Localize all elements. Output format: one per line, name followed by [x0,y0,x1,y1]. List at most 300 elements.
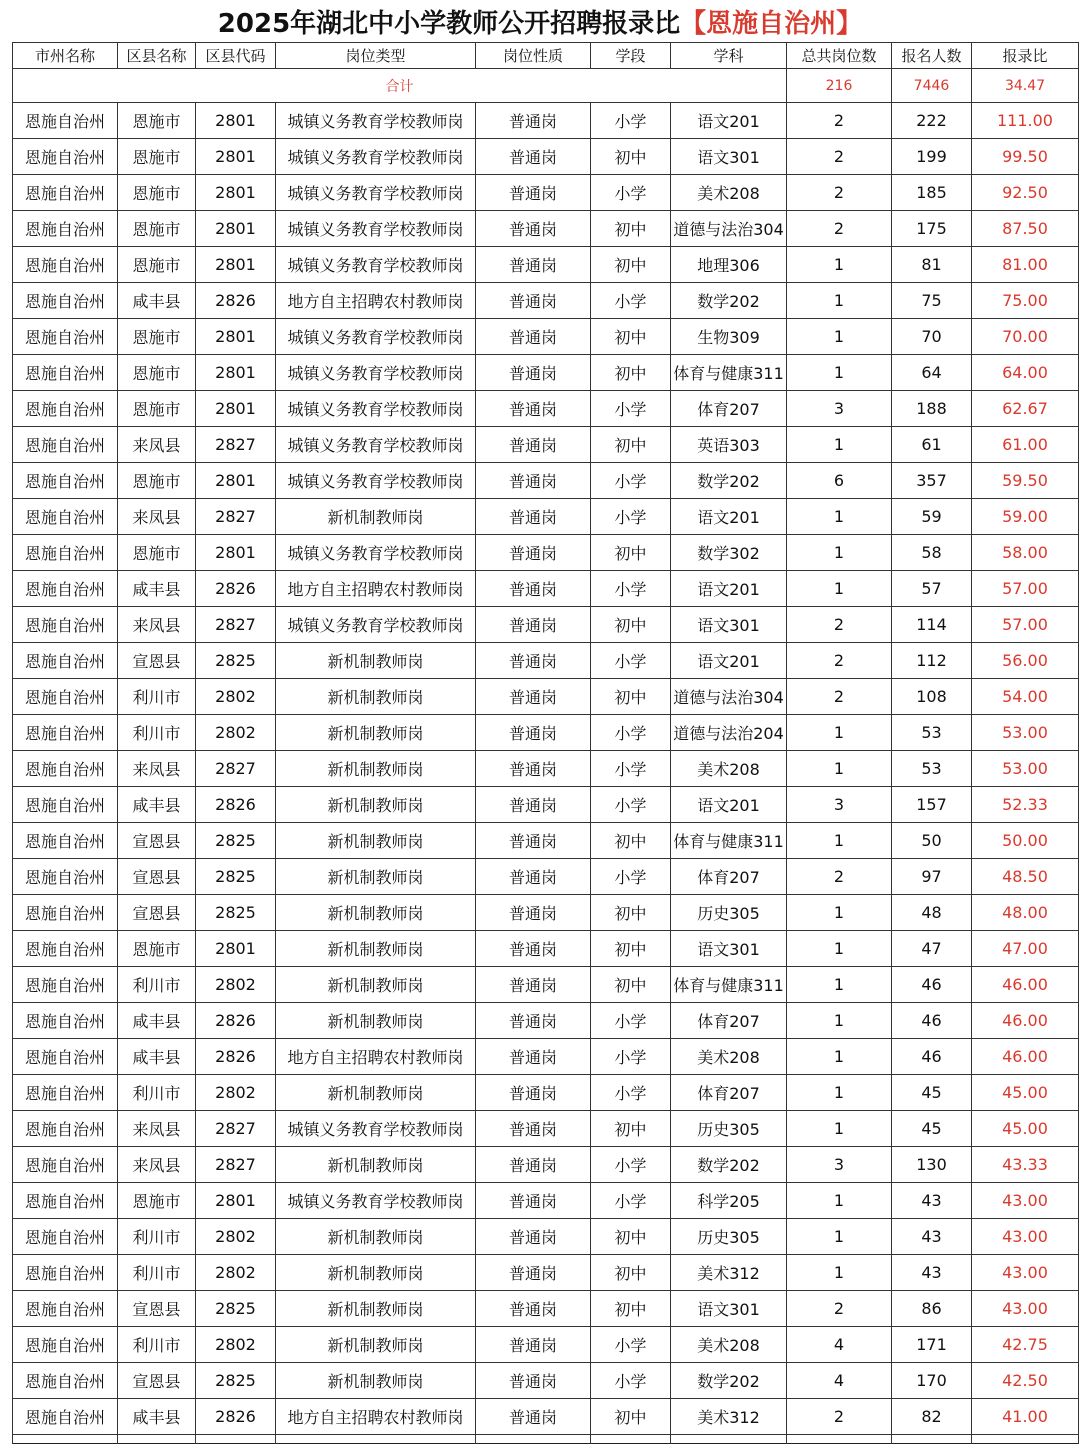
positions-cell: 1 [787,355,892,391]
post-type-cell: 新机制教师岗 [276,1363,476,1399]
applicants-cell: 185 [892,175,972,211]
ratio-cell: 58.00 [972,535,1079,571]
post-nature-cell: 普通岗 [476,607,591,643]
applicants-cell: 175 [892,211,972,247]
subject-cell: 数学202 [671,463,787,499]
col-header: 区县名称 [118,43,196,69]
subject-cell: 数学202 [671,1147,787,1183]
positions-cell: 2 [787,643,892,679]
city-cell: 恩施自治州 [13,931,118,967]
county-code-cell: 2827 [196,1147,276,1183]
table-row [13,1399,1079,1435]
positions-cell: 2 [787,103,892,139]
county-cell: 利川市 [118,1327,196,1363]
table-row [13,283,1079,319]
post-nature-cell: 普通岗 [476,499,591,535]
county-code-cell: 2827 [196,607,276,643]
stage-cell: 初中 [591,1399,671,1435]
positions-cell: 2 [787,1291,892,1327]
applicants-cell: 70 [892,319,972,355]
post-nature-cell: 普通岗 [476,571,591,607]
ratio-cell: 92.50 [972,175,1079,211]
stage-cell: 初中 [591,679,671,715]
ratio-cell: 47.00 [972,931,1079,967]
applicants-cell: 170 [892,1363,972,1399]
empty-cell [118,1435,196,1444]
table-row [13,1003,1079,1039]
subject-cell: 语文201 [671,571,787,607]
county-code-cell: 2825 [196,859,276,895]
city-cell: 恩施自治州 [13,967,118,1003]
subject-cell: 数学202 [671,1363,787,1399]
stage-cell: 小学 [591,1147,671,1183]
table-row [13,211,1079,247]
county-code-cell: 2801 [196,103,276,139]
county-cell: 来凤县 [118,1111,196,1147]
positions-cell: 6 [787,463,892,499]
subject-cell: 语文301 [671,931,787,967]
applicants-cell: 50 [892,823,972,859]
stage-cell: 初中 [591,967,671,1003]
col-header: 市州名称 [13,43,118,69]
stage-cell: 小学 [591,1183,671,1219]
city-cell: 恩施自治州 [13,391,118,427]
positions-cell: 2 [787,175,892,211]
stage-cell: 初中 [591,1111,671,1147]
subject-cell: 语文201 [671,103,787,139]
positions-cell: 1 [787,1183,892,1219]
positions-cell: 4 [787,1363,892,1399]
applicants-cell: 188 [892,391,972,427]
positions-cell: 3 [787,1147,892,1183]
county-code-cell: 2827 [196,1111,276,1147]
county-code-cell: 2801 [196,355,276,391]
applicants-cell: 48 [892,895,972,931]
city-cell: 恩施自治州 [13,535,118,571]
county-cell: 恩施市 [118,139,196,175]
ratio-cell: 99.50 [972,139,1079,175]
stage-cell: 初中 [591,895,671,931]
city-cell: 恩施自治州 [13,1075,118,1111]
post-type-cell: 城镇义务教育学校教师岗 [276,391,476,427]
city-cell: 恩施自治州 [13,1039,118,1075]
post-type-cell: 新机制教师岗 [276,643,476,679]
stage-cell: 初中 [591,823,671,859]
county-code-cell: 2825 [196,1363,276,1399]
table-row [13,1363,1079,1399]
ratio-cell: 46.00 [972,967,1079,1003]
subject-cell: 体育207 [671,1003,787,1039]
stage-cell: 小学 [591,1363,671,1399]
ratio-cell: 50.00 [972,823,1079,859]
stage-cell: 初中 [591,355,671,391]
city-cell: 恩施自治州 [13,1183,118,1219]
subject-cell: 美术208 [671,175,787,211]
county-cell: 来凤县 [118,607,196,643]
applicants-cell: 61 [892,427,972,463]
post-type-cell: 新机制教师岗 [276,1291,476,1327]
table-row [13,679,1079,715]
post-type-cell: 新机制教师岗 [276,859,476,895]
post-nature-cell: 普通岗 [476,859,591,895]
applicants-cell: 199 [892,139,972,175]
subject-cell: 数学302 [671,535,787,571]
city-cell: 恩施自治州 [13,679,118,715]
city-cell: 恩施自治州 [13,823,118,859]
recruitment-table [12,42,1079,1444]
col-header: 报名人数 [892,43,972,69]
post-type-cell: 城镇义务教育学校教师岗 [276,355,476,391]
table-row [13,319,1079,355]
ratio-cell: 53.00 [972,715,1079,751]
county-cell: 利川市 [118,715,196,751]
post-type-cell: 城镇义务教育学校教师岗 [276,139,476,175]
table-row [13,967,1079,1003]
applicants-cell: 46 [892,967,972,1003]
table-row [13,859,1079,895]
positions-cell: 1 [787,751,892,787]
county-cell: 咸丰县 [118,571,196,607]
ratio-cell: 48.50 [972,859,1079,895]
empty-cell [671,1435,787,1444]
subject-cell: 美术312 [671,1399,787,1435]
positions-cell: 2 [787,607,892,643]
col-header: 学段 [591,43,671,69]
table-row [13,1039,1079,1075]
positions-cell: 1 [787,823,892,859]
positions-cell: 2 [787,679,892,715]
applicants-cell: 114 [892,607,972,643]
county-code-cell: 2827 [196,751,276,787]
stage-cell: 小学 [591,283,671,319]
positions-cell: 1 [787,535,892,571]
post-nature-cell: 普通岗 [476,427,591,463]
stage-cell: 小学 [591,1075,671,1111]
ratio-cell: 81.00 [972,247,1079,283]
county-code-cell: 2826 [196,283,276,319]
ratio-cell: 59.50 [972,463,1079,499]
post-nature-cell: 普通岗 [476,139,591,175]
subject-cell: 历史305 [671,895,787,931]
post-nature-cell: 普通岗 [476,931,591,967]
subject-cell: 美术208 [671,1327,787,1363]
post-type-cell: 新机制教师岗 [276,1003,476,1039]
subject-cell: 语文301 [671,607,787,643]
county-cell: 恩施市 [118,211,196,247]
subject-cell: 道德与法治304 [671,679,787,715]
applicants-cell: 45 [892,1075,972,1111]
table-row [13,175,1079,211]
post-nature-cell: 普通岗 [476,787,591,823]
stage-cell: 小学 [591,1327,671,1363]
county-cell: 恩施市 [118,535,196,571]
county-code-cell: 2802 [196,715,276,751]
table-row [13,427,1079,463]
post-type-cell: 城镇义务教育学校教师岗 [276,175,476,211]
table-row [13,463,1079,499]
ratio-cell: 43.00 [972,1291,1079,1327]
applicants-cell: 97 [892,859,972,895]
post-nature-cell: 普通岗 [476,1291,591,1327]
post-nature-cell: 普通岗 [476,1075,591,1111]
city-cell: 恩施自治州 [13,319,118,355]
positions-cell: 1 [787,247,892,283]
post-type-cell: 新机制教师岗 [276,679,476,715]
table-row [13,787,1079,823]
empty-cell [591,1435,671,1444]
stage-cell: 初中 [591,319,671,355]
empty-cell [13,1435,118,1444]
positions-cell: 1 [787,283,892,319]
positions-cell: 1 [787,1039,892,1075]
applicants-cell: 43 [892,1255,972,1291]
ratio-cell: 45.00 [972,1111,1079,1147]
table-row [13,931,1079,967]
positions-cell: 1 [787,1111,892,1147]
total-positions: 216 [787,69,892,103]
post-nature-cell: 普通岗 [476,283,591,319]
positions-cell: 1 [787,571,892,607]
stage-cell: 初中 [591,247,671,283]
post-type-cell: 城镇义务教育学校教师岗 [276,319,476,355]
table-row [13,823,1079,859]
county-cell: 宣恩县 [118,823,196,859]
subject-cell: 地理306 [671,247,787,283]
positions-cell: 1 [787,1003,892,1039]
subject-cell: 体育207 [671,1075,787,1111]
post-type-cell: 新机制教师岗 [276,499,476,535]
ratio-cell: 41.00 [972,1399,1079,1435]
county-cell: 恩施市 [118,391,196,427]
county-cell: 恩施市 [118,319,196,355]
subject-cell: 历史305 [671,1219,787,1255]
ratio-cell: 42.75 [972,1327,1079,1363]
table-row [13,1291,1079,1327]
table-row [13,1327,1079,1363]
positions-cell: 1 [787,427,892,463]
county-code-cell: 2827 [196,499,276,535]
city-cell: 恩施自治州 [13,1111,118,1147]
applicants-cell: 57 [892,571,972,607]
title-main: 2025年湖北中小学教师公开招聘报录比 [217,9,681,39]
post-nature-cell: 普通岗 [476,1255,591,1291]
city-cell: 恩施自治州 [13,427,118,463]
post-type-cell: 城镇义务教育学校教师岗 [276,211,476,247]
post-nature-cell: 普通岗 [476,679,591,715]
city-cell: 恩施自治州 [13,283,118,319]
post-type-cell: 地方自主招聘农村教师岗 [276,283,476,319]
applicants-cell: 130 [892,1147,972,1183]
city-cell: 恩施自治州 [13,643,118,679]
ratio-cell: 59.00 [972,499,1079,535]
empty-cell [972,1435,1079,1444]
county-code-cell: 2802 [196,1219,276,1255]
subject-cell: 美术312 [671,1255,787,1291]
ratio-cell: 62.67 [972,391,1079,427]
county-code-cell: 2802 [196,1075,276,1111]
stage-cell: 初中 [591,1291,671,1327]
stage-cell: 小学 [591,103,671,139]
county-cell: 利川市 [118,1075,196,1111]
subject-cell: 语文301 [671,1291,787,1327]
stage-cell: 小学 [591,391,671,427]
post-type-cell: 新机制教师岗 [276,967,476,1003]
subject-cell: 体育与健康311 [671,967,787,1003]
county-cell: 利川市 [118,1219,196,1255]
county-code-cell: 2825 [196,643,276,679]
county-code-cell: 2801 [196,175,276,211]
county-code-cell: 2801 [196,211,276,247]
positions-cell: 1 [787,931,892,967]
table-row [13,1147,1079,1183]
county-cell: 来凤县 [118,751,196,787]
table-row [13,499,1079,535]
subject-cell: 科学205 [671,1183,787,1219]
post-nature-cell: 普通岗 [476,1147,591,1183]
county-cell: 咸丰县 [118,1399,196,1435]
table-row [13,103,1079,139]
county-code-cell: 2826 [196,1039,276,1075]
subject-cell: 美术208 [671,1039,787,1075]
ratio-cell: 46.00 [972,1039,1079,1075]
county-code-cell: 2827 [196,427,276,463]
header-row [13,43,1079,69]
county-code-cell: 2826 [196,571,276,607]
post-type-cell: 城镇义务教育学校教师岗 [276,1111,476,1147]
table-row [13,895,1079,931]
post-type-cell: 地方自主招聘农村教师岗 [276,1399,476,1435]
positions-cell: 2 [787,859,892,895]
county-code-cell: 2801 [196,247,276,283]
ratio-cell: 64.00 [972,355,1079,391]
positions-cell: 2 [787,211,892,247]
stage-cell: 小学 [591,499,671,535]
post-type-cell: 新机制教师岗 [276,787,476,823]
positions-cell: 1 [787,1075,892,1111]
positions-cell: 2 [787,139,892,175]
stage-cell: 小学 [591,751,671,787]
table-row [13,139,1079,175]
ratio-cell: 75.00 [972,283,1079,319]
post-nature-cell: 普通岗 [476,823,591,859]
applicants-cell: 82 [892,1399,972,1435]
positions-cell: 4 [787,1327,892,1363]
city-cell: 恩施自治州 [13,355,118,391]
positions-cell: 1 [787,967,892,1003]
positions-cell: 1 [787,1219,892,1255]
ratio-cell: 54.00 [972,679,1079,715]
county-cell: 恩施市 [118,247,196,283]
stage-cell: 初中 [591,427,671,463]
city-cell: 恩施自治州 [13,1219,118,1255]
post-type-cell: 城镇义务教育学校教师岗 [276,103,476,139]
empty-cell [787,1435,892,1444]
county-cell: 来凤县 [118,499,196,535]
county-code-cell: 2802 [196,967,276,1003]
city-cell: 恩施自治州 [13,1147,118,1183]
total-label: 合计 [13,69,787,103]
page-title [0,0,1080,42]
county-cell: 恩施市 [118,463,196,499]
subject-cell: 历史305 [671,1111,787,1147]
city-cell: 恩施自治州 [13,463,118,499]
positions-cell: 1 [787,895,892,931]
subject-cell: 体育与健康311 [671,823,787,859]
applicants-cell: 46 [892,1003,972,1039]
post-nature-cell: 普通岗 [476,715,591,751]
post-type-cell: 新机制教师岗 [276,1327,476,1363]
post-nature-cell: 普通岗 [476,751,591,787]
county-code-cell: 2801 [196,319,276,355]
table-row [13,1183,1079,1219]
applicants-cell: 53 [892,715,972,751]
subject-cell: 语文301 [671,139,787,175]
ratio-cell: 57.00 [972,571,1079,607]
ratio-cell: 57.00 [972,607,1079,643]
post-type-cell: 新机制教师岗 [276,1147,476,1183]
county-code-cell: 2826 [196,787,276,823]
county-cell: 恩施市 [118,1183,196,1219]
post-nature-cell: 普通岗 [476,1183,591,1219]
county-cell: 来凤县 [118,427,196,463]
positions-cell: 1 [787,319,892,355]
ratio-cell: 111.00 [972,103,1079,139]
positions-cell: 3 [787,787,892,823]
city-cell: 恩施自治州 [13,139,118,175]
empty-cell [476,1435,591,1444]
city-cell: 恩施自治州 [13,751,118,787]
table-row [13,391,1079,427]
stage-cell: 小学 [591,859,671,895]
stage-cell: 小学 [591,1039,671,1075]
applicants-cell: 81 [892,247,972,283]
positions-cell: 2 [787,1399,892,1435]
col-header: 报录比 [972,43,1079,69]
city-cell: 恩施自治州 [13,895,118,931]
city-cell: 恩施自治州 [13,499,118,535]
county-cell: 宣恩县 [118,643,196,679]
subject-cell: 生物309 [671,319,787,355]
post-nature-cell: 普通岗 [476,1003,591,1039]
applicants-cell: 43 [892,1219,972,1255]
empty-cell [196,1435,276,1444]
post-type-cell: 新机制教师岗 [276,823,476,859]
ratio-cell: 43.00 [972,1183,1079,1219]
post-type-cell: 新机制教师岗 [276,931,476,967]
subject-cell: 语文201 [671,643,787,679]
table-row [13,355,1079,391]
subject-cell: 数学202 [671,283,787,319]
applicants-cell: 75 [892,283,972,319]
applicants-cell: 171 [892,1327,972,1363]
county-cell: 咸丰县 [118,787,196,823]
post-nature-cell: 普通岗 [476,967,591,1003]
stage-cell: 初中 [591,535,671,571]
city-cell: 恩施自治州 [13,1327,118,1363]
city-cell: 恩施自治州 [13,1399,118,1435]
post-type-cell: 城镇义务教育学校教师岗 [276,535,476,571]
empty-cell [276,1435,476,1444]
applicants-cell: 108 [892,679,972,715]
stage-cell: 小学 [591,175,671,211]
county-cell: 宣恩县 [118,895,196,931]
county-code-cell: 2802 [196,1255,276,1291]
positions-cell: 1 [787,715,892,751]
stage-cell: 初中 [591,1255,671,1291]
county-cell: 咸丰县 [118,283,196,319]
post-nature-cell: 普通岗 [476,247,591,283]
county-cell: 利川市 [118,967,196,1003]
